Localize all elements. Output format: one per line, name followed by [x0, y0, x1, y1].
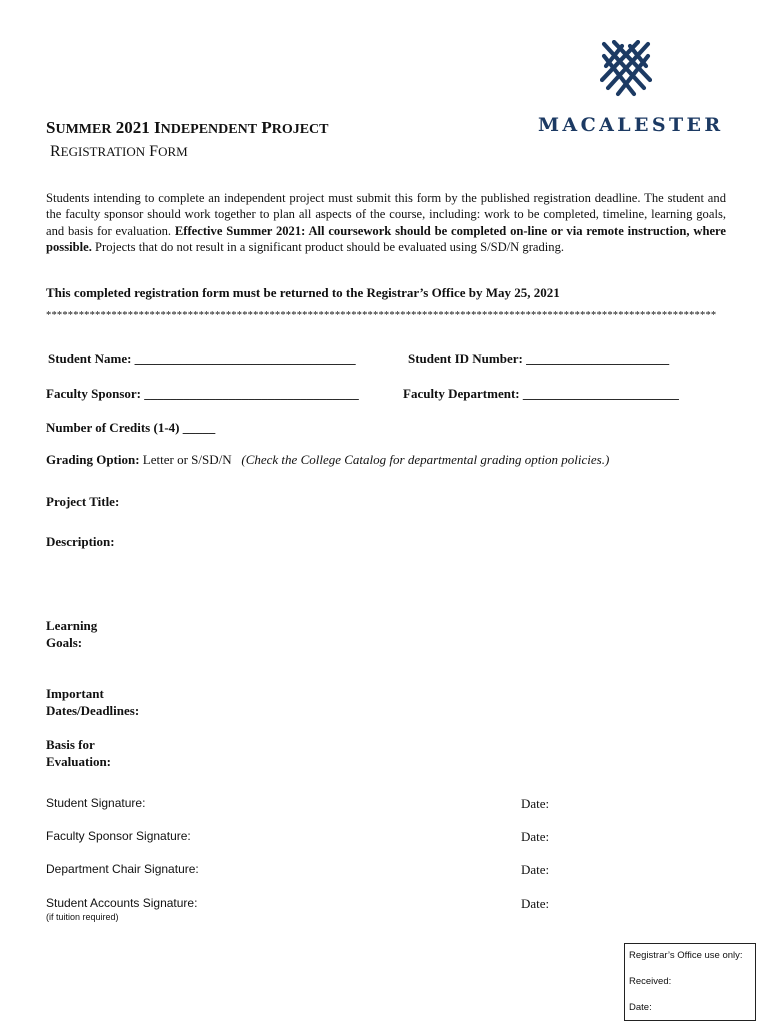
important-dates-label: Important Dates/Deadlines:	[46, 686, 140, 718]
intro-paragraph: Students intending to complete an independent project must submit this form by the published registration deadline. The student and the faculty sponsor should work together to plan all aspects of the course, including: work to be completed, timeline, learning goals, and basis for evaluation. Effective Summer 2021: All coursework should be completed on-line or via remote instruction, where possible. Projects that do not result in a significant product should be evaluated using S/SD/N grading.	[46, 191, 726, 255]
chair-signature-date[interactable]: Date:	[521, 862, 550, 877]
student-signature-field[interactable]: Student Signature:	[46, 796, 146, 810]
accounts-signature-field[interactable]: Student Accounts Signature:	[46, 896, 198, 910]
faculty-sponsor-field[interactable]: Faculty Sponsor: _________________________________	[46, 386, 359, 401]
learning-goals-label: Learning Goals:	[46, 618, 98, 650]
basis-evaluation-label: Basis for Evaluation:	[46, 737, 112, 769]
faculty-signature-date[interactable]: Date:	[521, 829, 550, 844]
registrar-received-field[interactable]: Received:	[629, 976, 672, 987]
deadline-notice: This completed registration form must be returned to the Registrar’s Office by May 25, 2021	[46, 285, 560, 300]
macalester-wordmark: MACALESTER	[538, 114, 724, 136]
form-subtitle: REGISTRATION FORM	[50, 143, 188, 160]
registrar-date-field[interactable]: Date:	[629, 1002, 652, 1013]
grading-option-value: Letter or S/SD/N	[139, 452, 232, 467]
student-id-field[interactable]: Student ID Number: ______________________	[408, 351, 670, 366]
chair-signature-field[interactable]: Department Chair Signature:	[46, 862, 199, 876]
grading-option-note: (Check the College Catalog for departmental grading option policies.)	[241, 452, 610, 467]
form-title: SUMMER 2021 INDEPENDENT PROJECT	[46, 118, 329, 137]
registrar-office-box	[624, 943, 756, 1021]
accounts-signature-date[interactable]: Date:	[521, 896, 550, 911]
separator-line: ***************************************************************************************************************************	[46, 310, 717, 321]
macalester-shield-logo	[600, 40, 652, 100]
registrar-box-title: Registrar’s Office use only:	[629, 950, 743, 961]
project-title-label: Project Title:	[46, 494, 120, 509]
description-label: Description:	[46, 534, 115, 549]
student-signature-date[interactable]: Date:	[521, 796, 550, 811]
grading-option[interactable]	[46, 452, 609, 468]
student-name-field[interactable]: Student Name: __________________________________	[48, 351, 356, 366]
credits-field[interactable]: Number of Credits (1-4) _____	[46, 420, 216, 435]
grading-option-label: Grading Option:	[46, 452, 140, 467]
faculty-signature-field[interactable]: Faculty Sponsor Signature:	[46, 829, 191, 843]
accounts-signature-note: (if tuition required)	[46, 912, 119, 922]
faculty-department-field[interactable]: Faculty Department: ________________________	[403, 386, 679, 401]
